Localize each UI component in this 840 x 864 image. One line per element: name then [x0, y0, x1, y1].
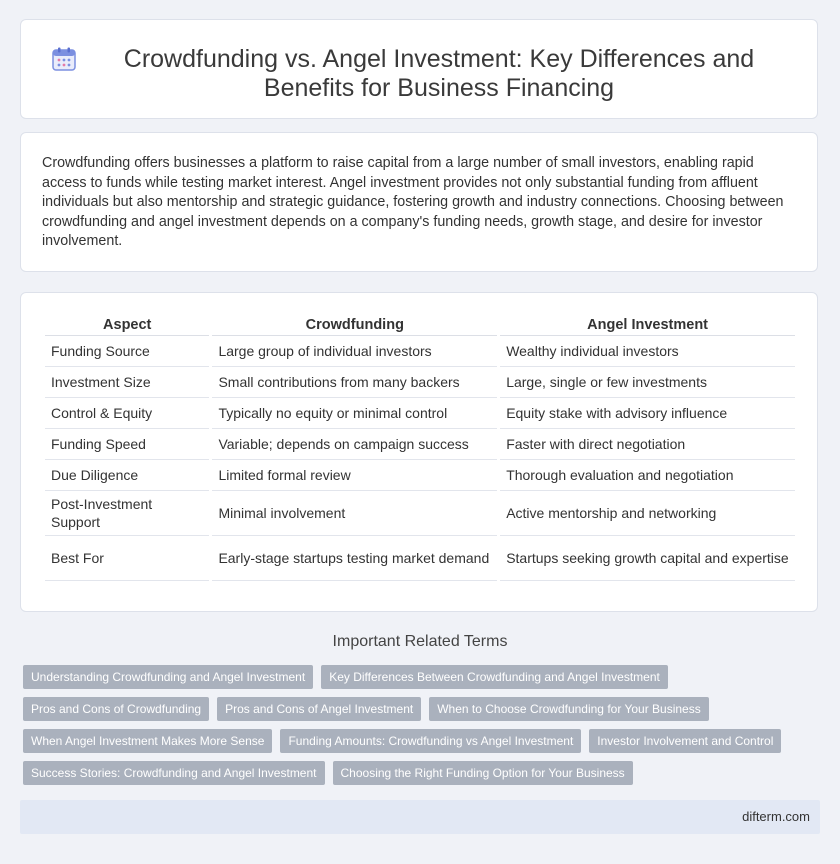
table-cell: Due Diligence [45, 460, 209, 491]
table-row [45, 429, 795, 460]
related-term-tag[interactable]: Pros and Cons of Crowdfunding [23, 697, 209, 721]
column-header-crowdfunding: Crowdfunding [212, 313, 497, 336]
table-cell: Limited formal review [212, 460, 497, 491]
comparison-table [42, 313, 798, 581]
table-cell: Equity stake with advisory influence [500, 398, 795, 429]
table-cell: Faster with direct negotiation [500, 429, 795, 460]
table-cell: Post-Investment Support [45, 491, 209, 536]
column-header-aspect: Aspect [45, 313, 209, 336]
table-cell: Thorough evaluation and negotiation [500, 460, 795, 491]
related-term-tag[interactable]: When to Choose Crowdfunding for Your Business [429, 697, 709, 721]
table-cell: Minimal involvement [212, 491, 497, 536]
table-cell: Funding Speed [45, 429, 209, 460]
table-cell: Best For [45, 536, 209, 581]
table-cell: Wealthy individual investors [500, 336, 795, 367]
table-row [45, 536, 795, 581]
table-row [45, 336, 795, 367]
page-title: Crowdfunding vs. Angel Investment: Key Differences and Benefits for Business Financing [123, 45, 755, 102]
table-row [45, 491, 795, 536]
related-term-tag[interactable]: When Angel Investment Makes More Sense [23, 729, 272, 753]
table-cell: Large group of individual investors [212, 336, 497, 367]
related-term-tag[interactable]: Choosing the Right Funding Option for Your Business [333, 761, 633, 785]
header-card [20, 19, 818, 119]
table-cell: Small contributions from many backers [212, 367, 497, 398]
related-term-tag[interactable]: Understanding Crowdfunding and Angel Investment [23, 665, 313, 689]
footer-brand[interactable]: difterm.com [742, 809, 810, 824]
related-term-tag[interactable]: Success Stories: Crowdfunding and Angel Investment [23, 761, 325, 785]
table-cell: Typically no equity or minimal control [212, 398, 497, 429]
table-row [45, 460, 795, 491]
table-cell: Startups seeking growth capital and expertise [500, 536, 795, 581]
table-row [45, 367, 795, 398]
related-term-tag[interactable]: Funding Amounts: Crowdfunding vs Angel Investment [280, 729, 581, 753]
table-cell: Funding Source [45, 336, 209, 367]
table-cell: Investment Size [45, 367, 209, 398]
table-cell: Large, single or few investments [500, 367, 795, 398]
table-cell: Control & Equity [45, 398, 209, 429]
related-term-tag[interactable]: Pros and Cons of Angel Investment [217, 697, 421, 721]
summary-card [20, 132, 818, 272]
related-term-tag[interactable]: Key Differences Between Crowdfunding and Angel Investment [321, 665, 668, 689]
table-cell: Variable; depends on campaign success [212, 429, 497, 460]
column-header-angel-investment: Angel Investment [500, 313, 795, 336]
related-term-tag[interactable]: Investor Involvement and Control [589, 729, 781, 753]
table-cell: Early-stage startups testing market demand [212, 536, 497, 581]
comparison-table-card [20, 292, 818, 612]
summary-text: Crowdfunding offers businesses a platform to raise capital from a large number of small investors, enabling rapid access to funds while testing market interest. Angel investment provides not only substantial funding from affluent individuals but also mentorship and strategic guidance, fostering growth and industry connections. Choosing between crowdfunding and angel investment depends on a company's funding needs, growth stage, and desire for investor involvement. [42, 155, 784, 250]
footer-bar [20, 800, 820, 834]
table-row [45, 398, 795, 429]
table-cell: Active mentorship and networking [500, 491, 795, 536]
related-terms-title: Important Related Terms [332, 633, 508, 650]
table-header-row [45, 313, 795, 336]
related-terms-list [23, 665, 823, 793]
